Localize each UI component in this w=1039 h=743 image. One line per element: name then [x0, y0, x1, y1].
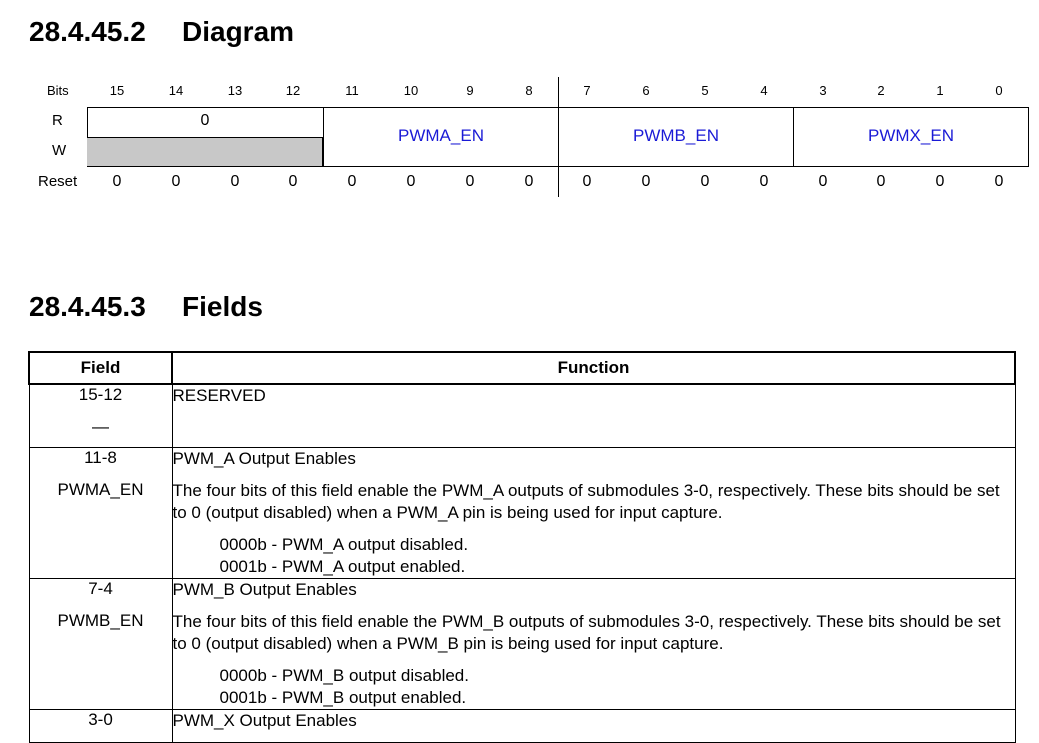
function-description: The four bits of this field enable the PWM_A outputs of submodules 3-0, respectively. These bits should be set to 0 (output disabled) when a PWM_A pin is being used for input capture.: [172, 481, 1000, 522]
field-cell: [29, 384, 172, 448]
field-name: —: [92, 417, 109, 436]
fields-table: [28, 351, 1016, 743]
field-bits: 3-0: [88, 710, 113, 729]
section-title: Fields: [182, 291, 263, 322]
bit-number: 2: [877, 83, 885, 98]
reset-value: 0: [112, 173, 122, 190]
function-title: PWM_B Output Enables: [172, 580, 357, 599]
bit-number: 9: [466, 83, 474, 98]
bit-number: 15: [109, 83, 125, 98]
bit-number: 5: [701, 83, 709, 98]
bit-number: 8: [525, 83, 533, 98]
function-cell: [172, 448, 1015, 579]
bit-number: 14: [168, 83, 184, 98]
reset-value: 0: [288, 173, 298, 190]
reset-value: 0: [818, 173, 828, 190]
reserved-write-area: [87, 137, 323, 166]
bit-number: 12: [285, 83, 301, 98]
table-row: [29, 384, 1015, 448]
field-pwmb-en: PWMB_EN: [633, 126, 719, 145]
function-cell: [172, 579, 1015, 710]
reset-value: 0: [876, 173, 886, 190]
table-header-row: [29, 352, 1015, 384]
section-title: Diagram: [182, 16, 295, 47]
reset-value: 0: [641, 173, 651, 190]
field-cell: [29, 710, 172, 743]
bit-number: 6: [642, 83, 650, 98]
reset-value: 0: [465, 173, 475, 190]
function-cell: [172, 384, 1015, 448]
column-header-function: Function: [172, 352, 1015, 384]
bit-number: 3: [819, 83, 827, 98]
bits-label: Bits: [47, 83, 69, 98]
write-label: W: [52, 142, 67, 159]
reset-value: 0: [935, 173, 945, 190]
bit-number: 7: [583, 83, 591, 98]
field-cell: [29, 448, 172, 579]
field-pwma-en: PWMA_EN: [398, 126, 484, 145]
reset-value: 0: [406, 173, 416, 190]
field-pwmx-en: PWMX_EN: [868, 126, 954, 145]
table-row: [29, 579, 1015, 710]
reset-value: 0: [994, 173, 1004, 190]
bit-number: 1: [936, 83, 944, 98]
reset-value: 0: [347, 173, 357, 190]
reset-label: Reset: [38, 173, 78, 190]
function-title: RESERVED: [172, 386, 266, 405]
read-label: R: [52, 112, 63, 129]
register-diagram: [0, 0, 1039, 260]
function-title: PWM_A Output Enables: [172, 449, 356, 468]
field-bits: 15-12: [78, 385, 123, 404]
reset-value: 0: [524, 173, 534, 190]
enum-value: 0000b - PWM_A output disabled.: [219, 535, 469, 554]
reset-value: 0: [582, 173, 592, 190]
enum-value: 0000b - PWM_B output disabled.: [219, 666, 469, 685]
reset-value: 0: [759, 173, 769, 190]
reset-value: 0: [171, 173, 181, 190]
reset-value: 0: [230, 173, 240, 190]
field-cell: [29, 579, 172, 710]
enum-value: 0001b - PWM_B output enabled.: [219, 688, 467, 707]
reserved-read-value: 0: [200, 112, 210, 129]
reset-value: 0: [700, 173, 710, 190]
field-bits: 11-8: [84, 448, 117, 467]
table-row: [29, 710, 1015, 743]
enum-value: 0001b - PWM_A output enabled.: [219, 557, 466, 576]
section-number: 28.4.45.3: [29, 291, 146, 322]
field-name: PWMB_EN: [57, 611, 144, 630]
table-row: [29, 448, 1015, 579]
section-number: 28.4.45.2: [29, 16, 146, 47]
column-header-field: Field: [29, 352, 172, 384]
section-heading-fields: [29, 291, 263, 323]
function-description: The four bits of this field enable the PWM_B outputs of submodules 3-0, respectively. These bits should be set to 0 (output disabled) when a PWM_B pin is being used for input capture.: [172, 612, 1001, 653]
bit-number: 13: [227, 83, 243, 98]
field-name: PWMA_EN: [57, 480, 144, 499]
bit-number: 0: [995, 83, 1003, 98]
function-title: PWM_X Output Enables: [172, 711, 357, 730]
bit-number: 10: [403, 83, 419, 98]
field-bits: 7-4: [88, 579, 113, 598]
bit-number: 11: [345, 83, 359, 98]
function-cell: [172, 710, 1015, 743]
bit-number: 4: [760, 83, 768, 98]
